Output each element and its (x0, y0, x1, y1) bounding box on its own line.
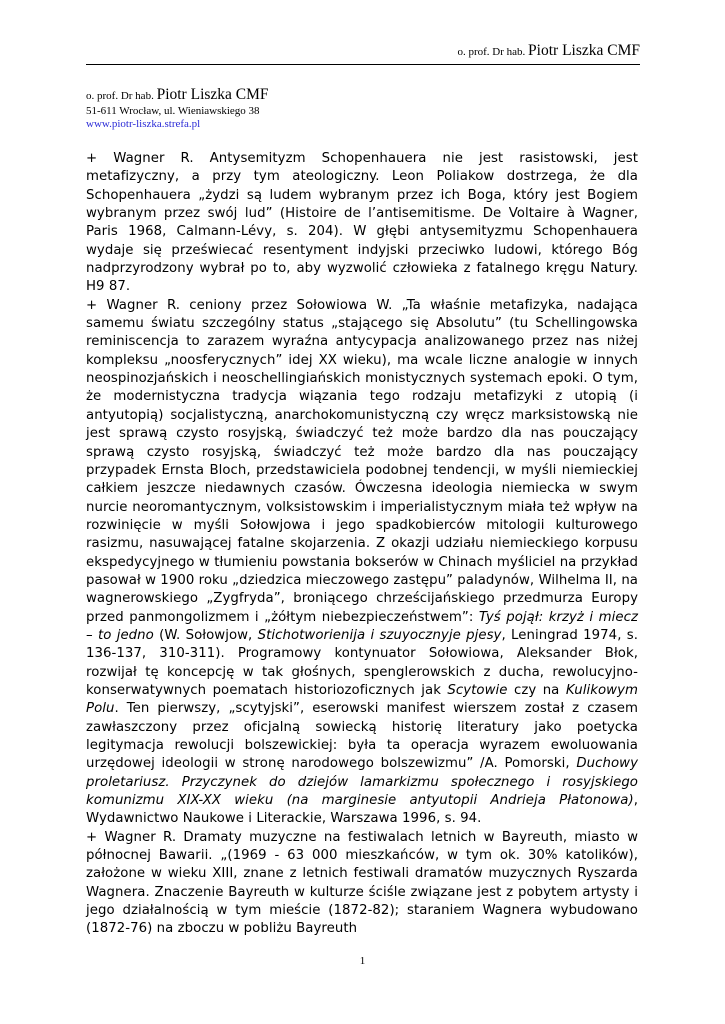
body-paragraph (86, 150, 638, 297)
header-author-name: Piotr Liszka CMF (528, 42, 640, 59)
text-segment: , Wydawnictwo Naukowe i Literackie, Warszawa 1996, s. 94. (86, 793, 638, 827)
body-paragraph (86, 297, 638, 829)
author-line (86, 86, 486, 105)
running-header (300, 42, 640, 61)
document-body (86, 150, 638, 939)
italic-text: Kulikowym Polu (86, 682, 638, 717)
text-segment: + Wagner R. ceniony przez Sołowiowa W. „Ta właśnie metafizyka, nadająca samemu światu szczególny status „stającego się Absolutu” (tu Schellingowska reminiscencja to zarazem wyraźna antycypacja analizowanego przez nas niżej kompleksu „noosferycznych” idej XX wieku), ma wcale liczne analogie w innych neospinozjańskich i neoschellingiańskich monistycznych systemach epoki. O tym, że modernistyczna tradycja wiązania tego rodzaju metafizyki z utopią (i antyutopią) socjalistyczną, anarchokomunistyczną czy wręcz marksistowską nie jest sprawą czysto rosyjską, świadczyć też może bardzo dla nas pouczający sprawą czysto rosyjską, świadczyć też może bardzo dla nas pouczający przypadek Ernsta Bloch, przedstawiciela podobnej tendencji, w myśli niemieckiej całkiem jeszcze niedawnych czasów. Ówczesna ideologia niemiecka w swym nurcie neoromantycznym, volksistowskim i imperialistycznym miała też wpływ na rozwinięcie w myśli Sołowjowa i jego spadkobierców mitologii kulturowego rasizmu, nasuwającej fatalne skojarzenia. Z okazji udziału niemieckiego korpusu ekspedycyjnego w tłumieniu powstania bokserów w Chinach myśliciel na przykład pasował w 1900 roku „dziedzica mieczowego zastępu” paladynów, Wilhelma II, na wagnerowskiego „Zygfryda”, broniącego chrześcijańskiego przedmurza Europy przed panmongolizmem i „żółtym niebezpieczeństwem”: (86, 297, 638, 625)
author-block (86, 86, 486, 131)
italic-text: Stichotworienija i szuyocznyje pjesy (257, 627, 502, 643)
text-segment: (W. Sołowjow, (153, 627, 258, 643)
text-segment: czy na (507, 682, 566, 698)
header-prefix: o. prof. Dr hab. (457, 46, 526, 58)
author-website-link[interactable]: www.piotr-liszka.strefa.pl (86, 118, 201, 130)
header-divider (86, 64, 640, 65)
text-segment: . Ten pierwszy, „scytyjski”, eserowski manifest wierszem został z czasem zawłaszczony przez oficjalną sowiecką historię literatury jako poetycka legitymacja rewolucji bolszewickiej: była ta operacja wyrazem ewoluowania urzędowej ideologii w stronę narodowego bolszewizmu” /A. Pomorski, (86, 701, 638, 772)
body-paragraph (86, 829, 638, 939)
text-segment: + Wagner R. Antysemityzm Schopenhauera nie jest rasistowski, jest metafizyczny, a przy tym ateologiczny. Leon Poliakow dostrzega, że dla Schopenhauera „żydzi są ludem wybranym przez ich Boga, który jest Bogiem wybranym przez swój lud” (Histoire de l’antisemitisme. De Voltaire à Wagner, Paris 1968, Calmann-Lévy, s. 204). W głębi antysemityzmu Schopenhauera wydaje się przeświecać resentyment indyjski przeciwko ludowi, którego Bóg nadprzyrodzony wybrał po to, aby wyzwolić człowieka z fatalnego kręgu Natury. H9 87. (86, 151, 638, 295)
text-segment: + Wagner R. Dramaty muzyczne na festiwalach letnich w Bayreuth, miasto w północnej Bawarii. „(1969 - 63 000 mieszkańców, w tym ok. 30% katolików), założone w wieku XIII, znane z letnich festiwali dramatów muzycznych Ryszarda Wagnera. Znaczenie Bayreuth w kulturze ściśle związane jest z pobytem artysty i jego działalnością w tym mieście (1872-82); staraniem Wagnera wybudowano (1872-76) na zboczu w pobliżu Bayreuth (86, 829, 638, 937)
text-segment: , Leningrad 1974, s. 136-137, 310-311). Programowy kontynuator Sołowiowa, Aleksander Błok, rozwijał tę koncepcję w tak głośnych, spenglerowskich z ducha, rewolucyjno-konserwatywnych poematach historiozoficznych jak (86, 627, 639, 698)
author-name: Piotr Liszka CMF (156, 86, 269, 103)
page-number: 1 (359, 955, 366, 967)
italic-text: Tyś pojął: krzyż i miecz – to jedno (86, 609, 638, 643)
author-prefix: o. prof. Dr hab. (86, 90, 154, 102)
author-address: 51-611 Wrocław, ul. Wieniawskiego 38 (86, 105, 260, 117)
italic-text: Scytowie (447, 682, 508, 698)
italic-text: Duchowy proletariusz. Przyczynek do dziejów lamarkizmu społecznego i rosyjskiego komunizmu XIX-XX wieku (na marginesie antyutopii Andrieja Płatonowa) (86, 756, 638, 809)
